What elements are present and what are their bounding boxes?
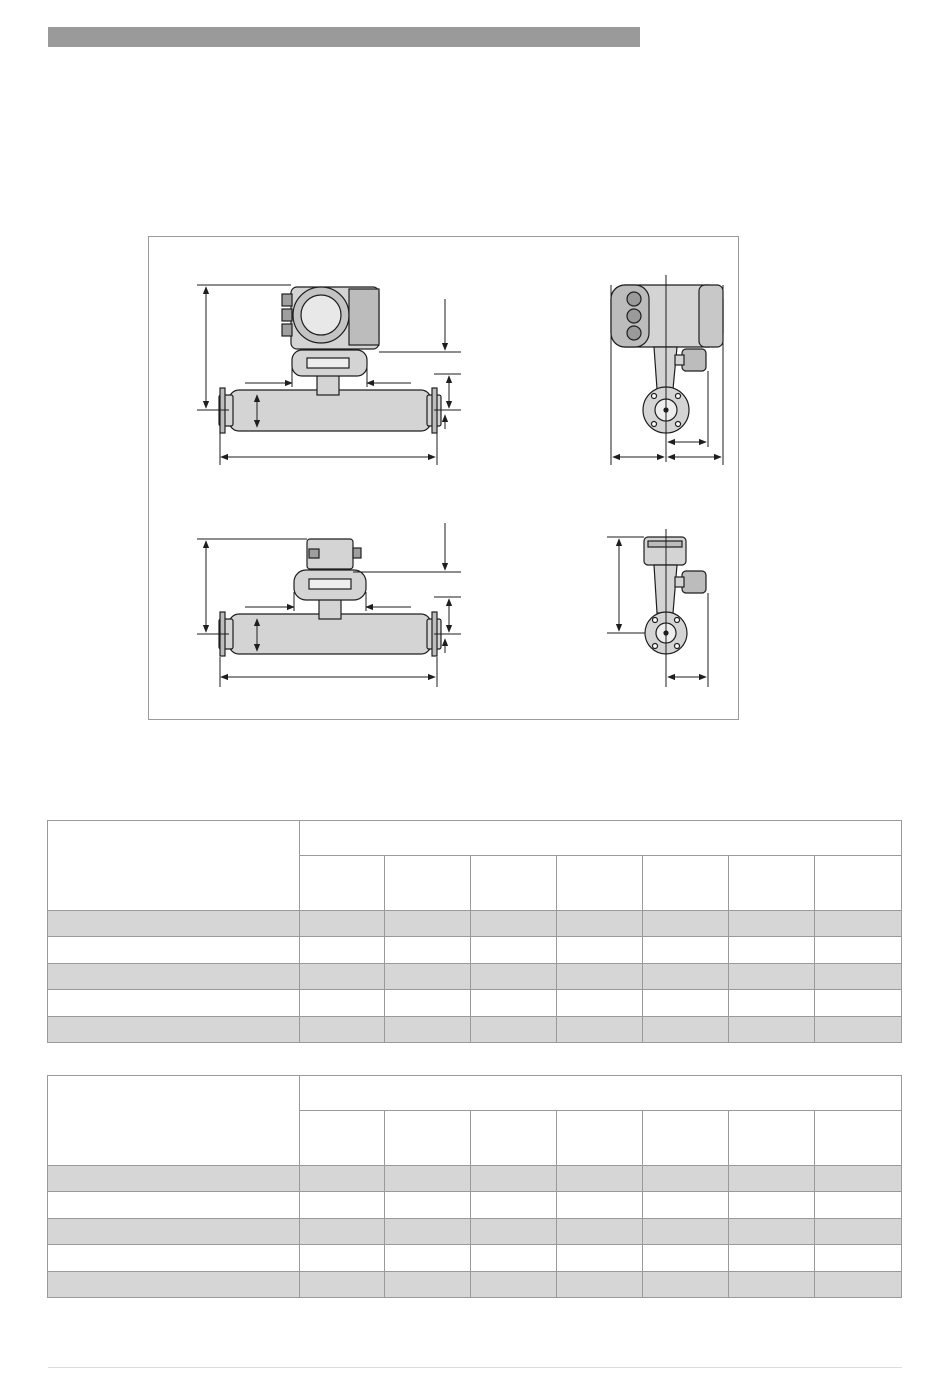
table-column-header <box>815 856 902 911</box>
end-view-remote <box>644 537 706 654</box>
table-column-header <box>815 1111 902 1166</box>
dimension-drawing-frame <box>148 236 739 720</box>
header-bar <box>48 27 640 47</box>
table-row <box>48 937 902 964</box>
table-row <box>48 1219 902 1245</box>
table-column-header <box>300 1111 385 1166</box>
table-column-header <box>300 856 385 911</box>
side-view-compact <box>219 287 441 433</box>
table-column-header <box>471 856 557 911</box>
table-row <box>48 911 902 937</box>
table-group-header <box>300 1076 902 1111</box>
table-header-row <box>48 1076 902 1111</box>
dimensions-table-2 <box>47 1075 902 1298</box>
table-column-header <box>557 856 643 911</box>
dimensions-table-1 <box>47 820 902 1043</box>
table-row <box>48 1166 902 1192</box>
table-row <box>48 1272 902 1298</box>
table-row <box>48 1245 902 1272</box>
table-corner-cell <box>48 821 300 911</box>
table-row <box>48 990 902 1017</box>
table-column-header <box>471 1111 557 1166</box>
table-column-header <box>643 856 729 911</box>
table-column-header <box>729 856 815 911</box>
table-column-header <box>385 1111 471 1166</box>
table-column-header <box>557 1111 643 1166</box>
table-column-header <box>385 856 471 911</box>
table-row <box>48 1017 902 1043</box>
footer-rule <box>48 1367 902 1368</box>
table-column-header <box>643 1111 729 1166</box>
table-group-header <box>300 821 902 856</box>
table-header-row <box>48 821 902 856</box>
end-view-compact <box>611 285 723 433</box>
table-corner-cell <box>48 1076 300 1166</box>
table-row <box>48 1192 902 1219</box>
table-row <box>48 964 902 990</box>
dimension-drawing <box>149 237 740 721</box>
side-view-remote <box>219 539 441 656</box>
table-column-header <box>729 1111 815 1166</box>
